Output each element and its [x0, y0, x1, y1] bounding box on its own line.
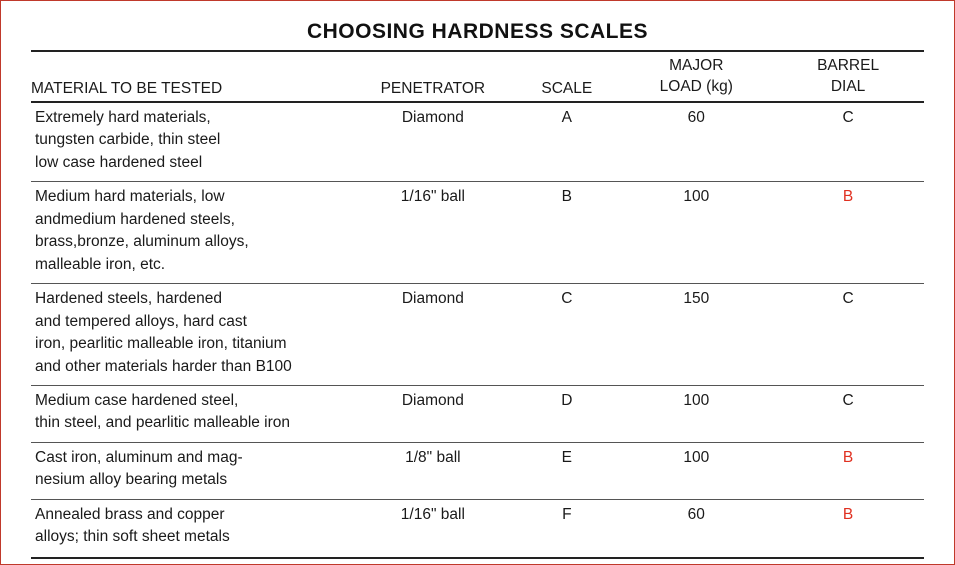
column-header-barrel-dial — [772, 56, 924, 102]
column-header-barrel-dial-line1: BARREL — [817, 57, 880, 74]
material-line: brass,bronze, aluminum alloys, — [35, 233, 249, 251]
material-line: iron, pearlitic malleable iron, titanium — [35, 335, 287, 353]
material-line: malleable iron, etc. — [35, 255, 166, 273]
cell-penetrator: 1/8" ball — [352, 442, 513, 499]
cell-scale: B — [513, 182, 620, 284]
cell-barrel-dial: B — [772, 182, 924, 284]
cell-scale: C — [513, 284, 620, 386]
cell-scale: F — [513, 499, 620, 557]
table-body — [31, 102, 924, 558]
cell-barrel-dial: B — [772, 499, 924, 557]
table-header — [31, 56, 924, 102]
cell-material — [31, 102, 352, 182]
table-row — [31, 499, 924, 557]
title-divider — [31, 50, 924, 52]
cell-material — [31, 182, 352, 284]
column-header-scale: SCALE — [541, 79, 593, 97]
cell-major-load: 60 — [620, 499, 772, 557]
cell-material — [31, 499, 352, 557]
cell-barrel-dial: B — [772, 442, 924, 499]
material-line: Medium hard materials, low — [35, 188, 225, 206]
column-header-penetrator: PENETRATOR — [380, 79, 486, 97]
material-line: low case hardened steel — [35, 153, 203, 171]
table-row — [31, 386, 924, 443]
hardness-scales-table — [31, 56, 924, 559]
table-row — [31, 442, 924, 499]
column-header-major-load — [620, 56, 772, 102]
column-header-barrel-dial-line2: DIAL — [830, 77, 866, 95]
column-header-material: MATERIAL TO BE TESTED — [31, 79, 223, 97]
cell-penetrator: Diamond — [352, 284, 513, 386]
cell-material — [31, 284, 352, 386]
cell-penetrator: Diamond — [352, 386, 513, 443]
table-header-row — [31, 56, 924, 102]
material-line: Medium case hardened steel, — [35, 392, 239, 409]
material-line: Cast iron, aluminum and mag- — [35, 448, 243, 466]
cell-barrel-dial: C — [772, 102, 924, 182]
table-row — [31, 284, 924, 386]
material-line: Hardened steels, hardened — [35, 290, 222, 308]
cell-major-load: 100 — [620, 442, 772, 499]
cell-material — [31, 442, 352, 499]
cell-penetrator: 1/16" ball — [352, 499, 513, 557]
cell-scale: D — [513, 386, 620, 443]
cell-major-load: 150 — [620, 284, 772, 386]
cell-penetrator: Diamond — [352, 102, 513, 182]
page-title: CHOOSING HARDNESS SCALES — [306, 20, 649, 43]
column-header-major-load-line1: MAJOR — [669, 57, 724, 74]
cell-material — [31, 386, 352, 443]
material-line: tungsten carbide, thin steel — [35, 131, 221, 149]
cell-barrel-dial: C — [772, 284, 924, 386]
table-row — [31, 102, 924, 182]
cell-penetrator: 1/16" ball — [352, 182, 513, 284]
table-row — [31, 182, 924, 284]
cell-major-load: 60 — [620, 102, 772, 182]
material-line: and tempered alloys, hard cast — [35, 312, 247, 330]
cell-major-load: 100 — [620, 386, 772, 443]
material-line: Extremely hard materials, — [35, 108, 211, 126]
column-header-major-load-line2: LOAD (kg) — [659, 77, 733, 95]
cell-scale: A — [513, 102, 620, 182]
cell-scale: E — [513, 442, 620, 499]
material-line: Annealed brass and copper — [35, 505, 225, 523]
material-line: alloys; thin soft sheet metals — [35, 528, 230, 546]
cell-barrel-dial: C — [772, 386, 924, 443]
material-line: thin steel, and pearlitic malleable iron — [35, 414, 291, 432]
material-line: andmedium hardened steels, — [35, 210, 235, 228]
material-line: and other materials harder than B100 — [35, 357, 292, 375]
material-line: nesium alloy bearing metals — [35, 471, 228, 489]
cell-major-load: 100 — [620, 182, 772, 284]
